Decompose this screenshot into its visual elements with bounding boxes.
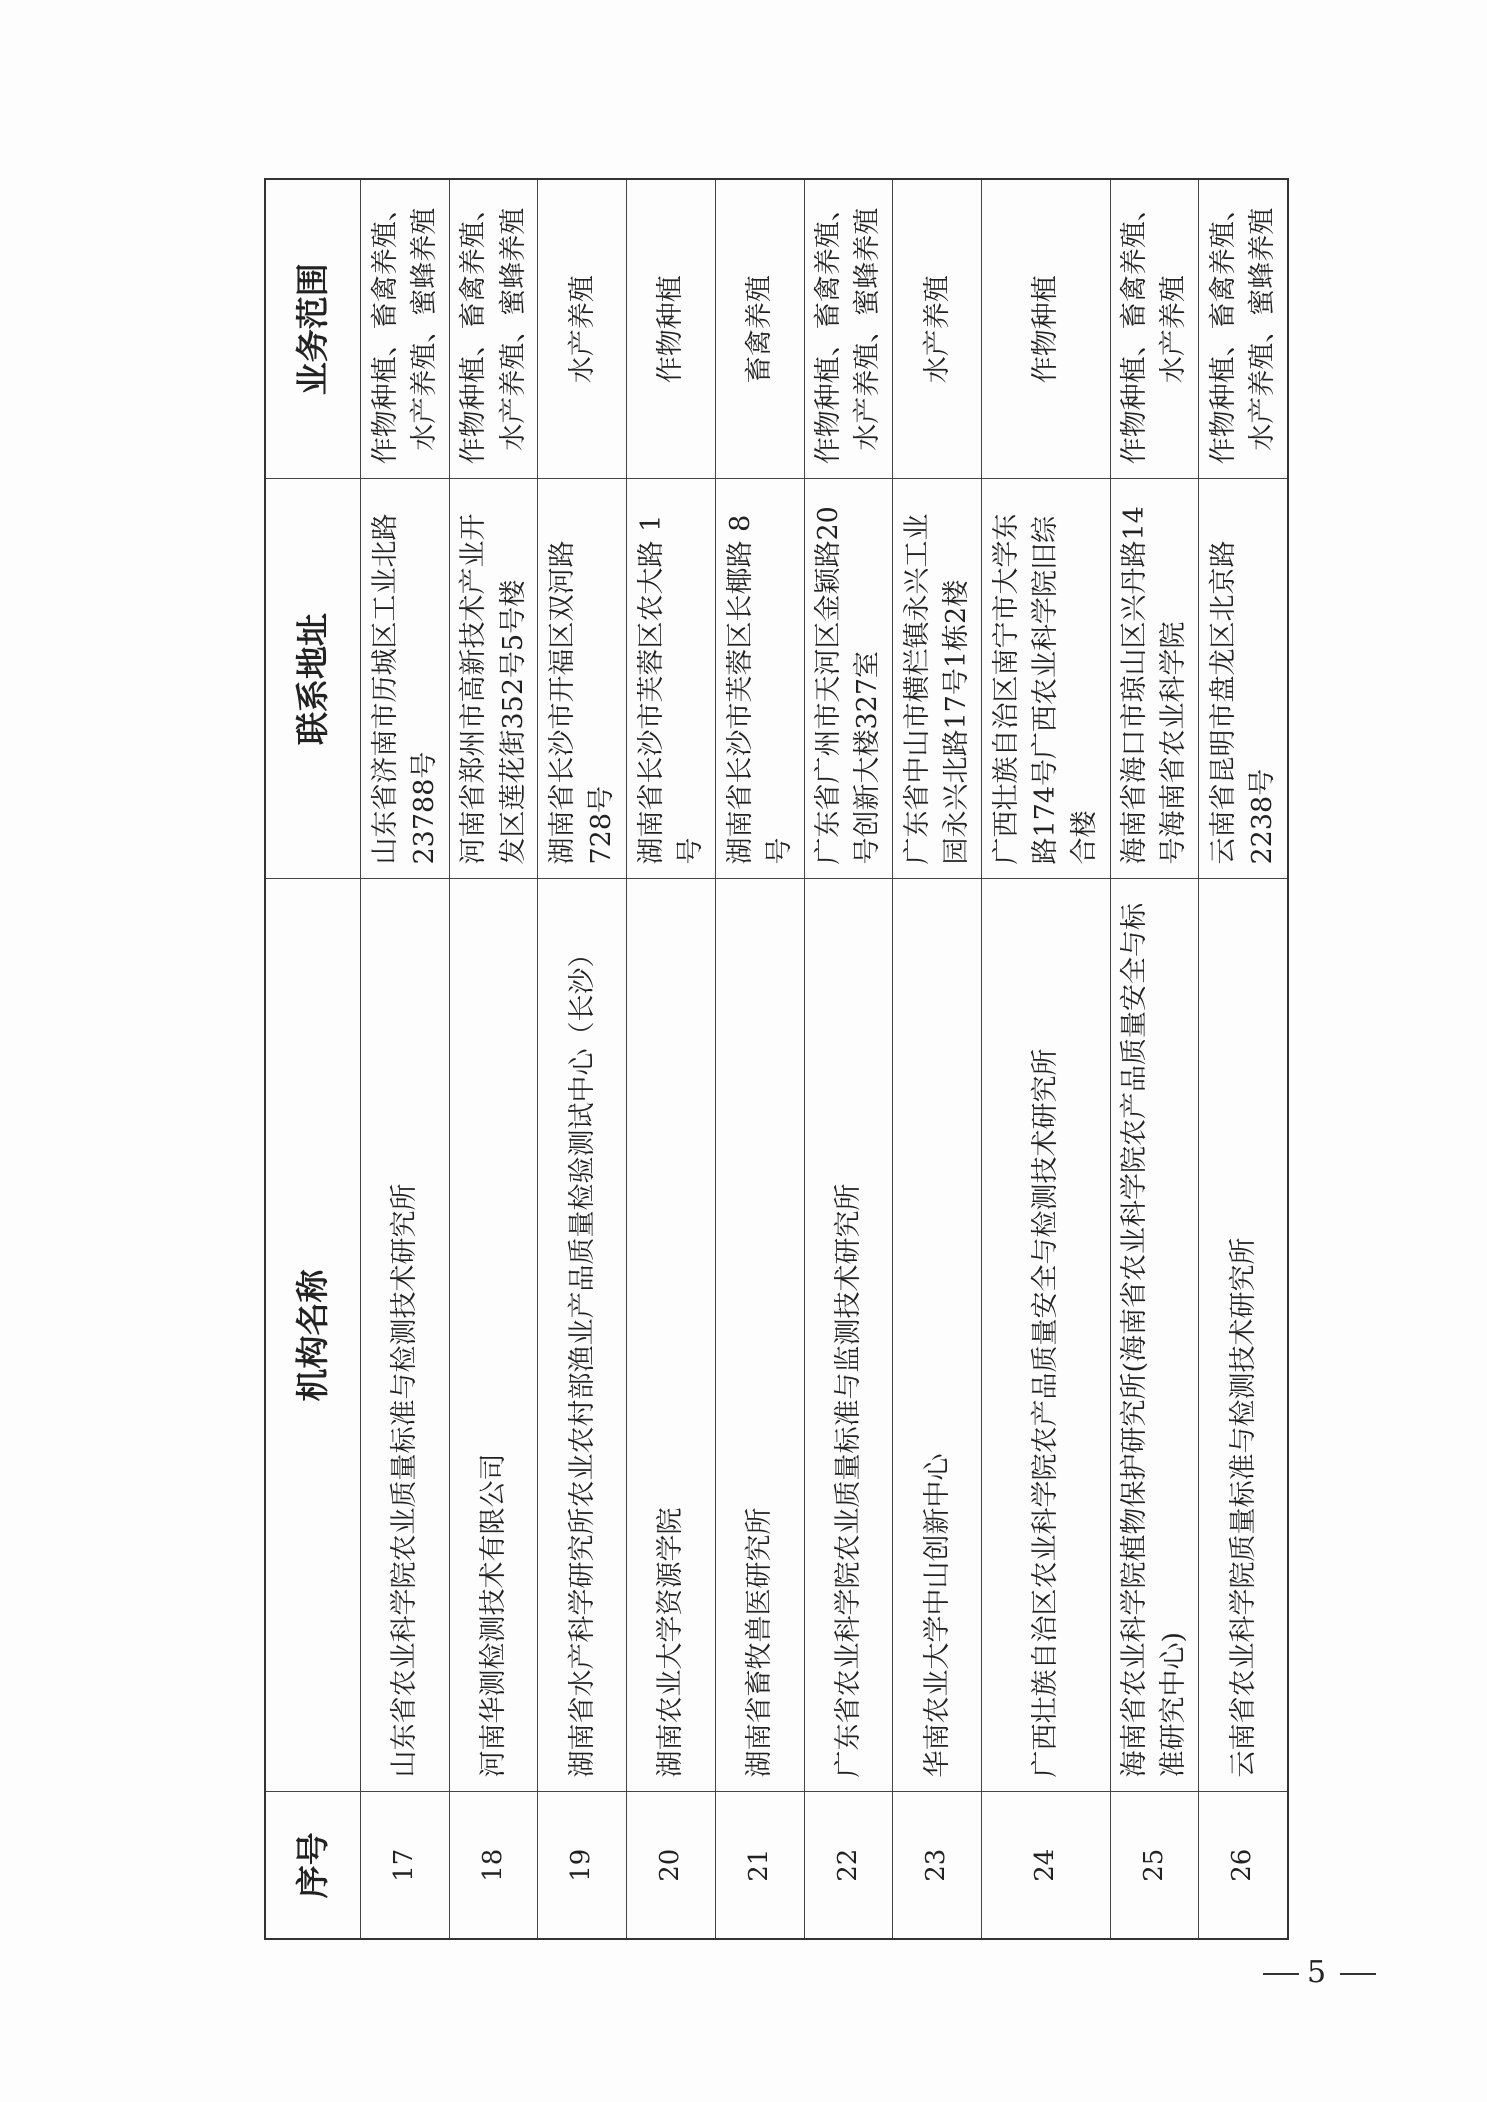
header-address: 联系地址 — [265, 479, 361, 879]
header-no: 序号 — [265, 1792, 361, 1939]
table-row — [982, 179, 1111, 1939]
row-name: 华南农业大学中山创新中心 — [893, 879, 982, 1792]
row-address: 广西壮族自治区南宁市大学东路174号广西农业科学院旧综合楼 — [982, 479, 1111, 879]
institution-table — [264, 178, 1289, 1940]
row-no: 26 — [1199, 1792, 1288, 1939]
row-scope: 水产养殖 — [893, 179, 982, 479]
page-number-value: 5 — [1307, 1955, 1333, 1990]
row-scope: 作物种植 — [982, 179, 1111, 479]
row-address: 广东省中山市横栏镇永兴工业园永兴北路17号1栋2楼 — [893, 479, 982, 879]
row-name: 云南省农业科学院质量标准与检测技术研究所 — [1199, 879, 1288, 1792]
row-address: 海南省海口市琼山区兴丹路14号海南省农业科学院 — [1110, 479, 1199, 879]
row-no: 22 — [804, 1792, 893, 1939]
row-no: 21 — [715, 1792, 804, 1939]
row-address: 湖南省长沙市开福区双河路 728号 — [538, 479, 627, 879]
row-scope: 作物种植、畜禽养殖、水产养殖 — [1110, 179, 1199, 479]
row-no: 25 — [1110, 1792, 1199, 1939]
page-number — [1255, 1955, 1384, 1990]
header-name: 机构名称 — [265, 879, 361, 1792]
table-row — [538, 179, 627, 1939]
row-name: 广东省农业科学院农业质量标准与监测技术研究所 — [804, 879, 893, 1792]
dash-left — [1263, 1973, 1299, 1975]
row-address: 河南省郑州市高新技术产业开发区莲花街352号5号楼 — [449, 479, 538, 879]
table-row — [1110, 179, 1199, 1939]
row-scope: 作物种植、畜禽养殖、水产养殖、蜜蜂养殖 — [1199, 179, 1288, 479]
table-row — [1199, 179, 1288, 1939]
table-row — [627, 179, 716, 1939]
row-scope: 作物种植、畜禽养殖、水产养殖、蜜蜂养殖 — [804, 179, 893, 479]
dash-right — [1340, 1973, 1376, 1975]
table-row — [804, 179, 893, 1939]
row-name: 海南省农业科学院植物保护研究所(海南省农业科学院农产品质量安全与标准研究中心) — [1110, 879, 1199, 1792]
row-address: 湖南省长沙市芙蓉区农大路 1号 — [627, 479, 716, 879]
row-scope: 作物种植、畜禽养殖、水产养殖、蜜蜂养殖 — [449, 179, 538, 479]
row-name: 湖南省畜牧兽医研究所 — [715, 879, 804, 1792]
row-no: 23 — [893, 1792, 982, 1939]
row-scope: 作物种植、畜禽养殖、水产养殖、蜜蜂养殖 — [361, 179, 450, 479]
row-no: 20 — [627, 1792, 716, 1939]
row-address: 山东省济南市历城区工业北路23788号 — [361, 479, 450, 879]
row-no: 17 — [361, 1792, 450, 1939]
row-address: 广东省广州市天河区金颖路20号创新大楼327室 — [804, 479, 893, 879]
row-no: 24 — [982, 1792, 1111, 1939]
row-name: 河南华测检测技术有限公司 — [449, 879, 538, 1792]
row-address: 湖南省长沙市芙蓉区长椰路 8号 — [715, 479, 804, 879]
table-header-row — [265, 179, 361, 1939]
table-row — [449, 179, 538, 1939]
table-row — [361, 179, 450, 1939]
row-name: 湖南农业大学资源学院 — [627, 879, 716, 1792]
row-address: 云南省昆明市盘龙区北京路2238号 — [1199, 479, 1288, 879]
row-name: 广西壮族自治区农业科学院农产品质量安全与检测技术研究所 — [982, 879, 1111, 1792]
row-name: 湖南省水产科学研究所农业农村部渔业产品质量检验测试中心（长沙） — [538, 879, 627, 1792]
row-no: 18 — [449, 1792, 538, 1939]
row-name: 山东省农业科学院农业质量标准与检测技术研究所 — [361, 879, 450, 1792]
row-scope: 作物种植 — [627, 179, 716, 479]
table-row — [893, 179, 982, 1939]
row-scope: 水产养殖 — [538, 179, 627, 479]
table-row — [715, 179, 804, 1939]
header-scope: 业务范围 — [265, 179, 361, 479]
rotated-table-container — [264, 180, 1289, 1940]
row-no: 19 — [538, 1792, 627, 1939]
row-scope: 畜禽养殖 — [715, 179, 804, 479]
